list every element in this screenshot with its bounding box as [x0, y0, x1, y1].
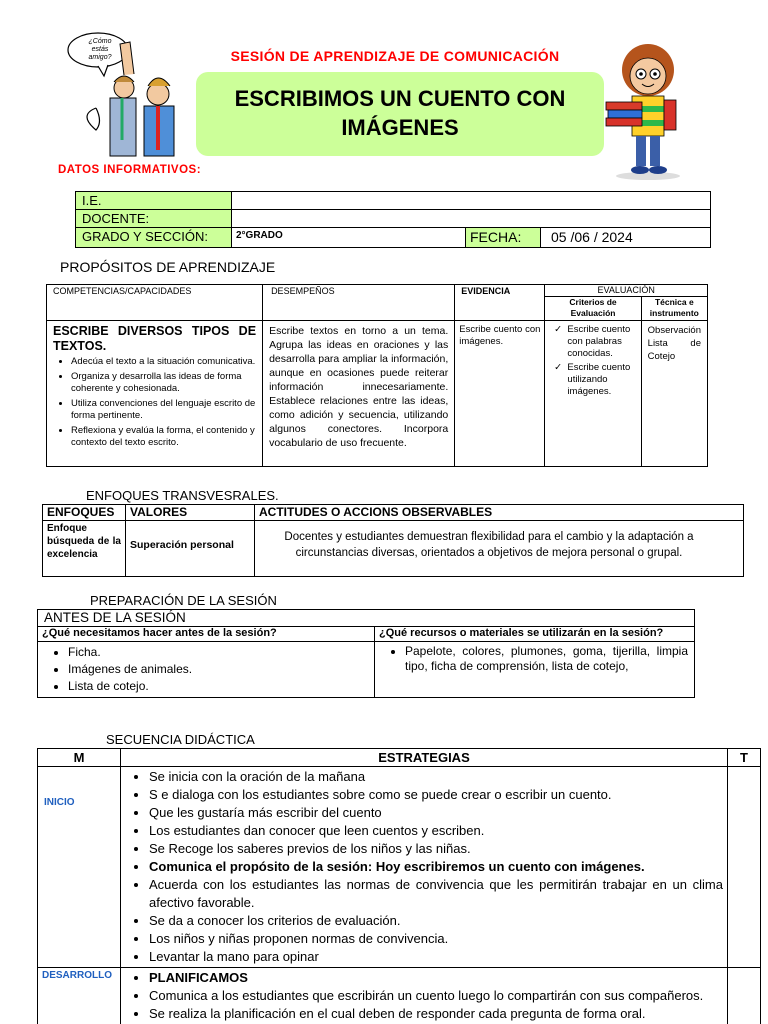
capacidad-item: • Organiza y desarrolla las ideas de forma coherente y cohesionada. [71, 371, 256, 395]
page-title: ESCRIBIMOS UN CUENTO CON IMÁGENES [234, 86, 566, 140]
col-evidencia: EVIDENCIA [455, 285, 545, 321]
datos-heading: DATOS INFORMATIVOS: [58, 164, 202, 176]
q2-cell [375, 642, 695, 698]
strategy-item: • Acuerda con los estudiantes las normas de convivencia que les permitirán trabajar en un clima afectivo favorable. [149, 876, 723, 912]
col-desempenos: DESEMPEÑOS [263, 285, 455, 321]
propositos-heading: PROPÓSITOS DE APRENDIZAJE [60, 259, 276, 275]
strategy-item: • Que les gustaría más escribir del cuento [149, 804, 723, 822]
preparacion-heading: PREPARACIÓN DE LA SESIÓN [90, 593, 277, 608]
valor-cell: Superación personal [126, 521, 255, 577]
title-box [196, 72, 604, 156]
inicio-list [127, 768, 723, 966]
col-m: M [38, 749, 121, 767]
col-estrategias: ESTRATEGIAS [121, 749, 728, 767]
strategy-item: • Los niños y niñas proponen normas de convivencia. [149, 930, 723, 948]
boy-with-books-illustration [604, 40, 692, 182]
capacidades-list [53, 356, 256, 449]
q2-item: • Papelote, colores, plumones, goma, tijerilla, limpia tipo, ficha de comprensión, lista de cotejo, [405, 644, 688, 674]
docente-value [232, 210, 711, 228]
col-valores: VALORES [126, 505, 255, 521]
fecha-value: 05 /06 / 2024 [541, 228, 711, 248]
desarrollo-cell [121, 968, 728, 1024]
antes-heading: ANTES DE LA SESIÓN [38, 610, 695, 627]
enfoques-heading: ENFOQUES TRANSVESRALES. [86, 488, 279, 503]
desarrollo-time [728, 968, 761, 1024]
q2-header: ¿Qué recursos o materiales se utilizarán en la sesión? [375, 627, 695, 642]
enfoque-cell: Enfoque búsqueda de la excelencia [43, 521, 126, 577]
competencia-title: ESCRIBE DIVERSOS TIPOS DE TEXTOS. [53, 324, 257, 353]
grado-label: GRADO Y SECCIÓN: [76, 228, 232, 248]
enfoques-table [42, 504, 744, 577]
strategy-item: • Se da a conocer los criterios de evaluación. [149, 912, 723, 930]
propositos-table [46, 284, 708, 467]
q1-item: • Ficha. [68, 644, 368, 661]
secuencia-table [37, 748, 761, 1024]
criterios-cell [545, 321, 641, 467]
q2-list [381, 644, 688, 674]
desarrollo-list [127, 969, 723, 1023]
evidencia-cell: Escribe cuento con imágenes. [455, 321, 545, 467]
secuencia-heading: SECUENCIA DIDÁCTICA [106, 732, 255, 747]
grado-value: 2°GRADO [232, 228, 466, 248]
inicio-label: INICIO [38, 767, 121, 968]
criterio-item: ✓ Escribe cuento utilizando imágenes. [567, 362, 638, 398]
capacidad-item: • Reflexiona y evalúa la forma, el contenido y contexto del texto escrito. [71, 425, 256, 449]
col-actitudes: ACTITUDES O ACCIONS OBSERVABLES [255, 505, 744, 521]
session-label: SESIÓN DE APRENDIZAJE DE COMUNICACIÓN [230, 48, 560, 64]
q1-item: • Imágenes de animales. [68, 661, 368, 678]
competencia-cell [47, 321, 263, 467]
strategy-item: • Se Recoge los saberes previos de los niños y las niñas. [149, 840, 723, 858]
preparacion-table [37, 609, 695, 698]
tecnica-cell: Observación Lista de Cotejo [641, 321, 707, 467]
desarrollo-label: DESARROLLO [38, 968, 121, 1024]
inicio-time [728, 767, 761, 968]
strategy-item: • Comunica el propósito de la sesión: Hoy escribiremos un cuento con imágenes. [149, 858, 723, 876]
strategy-item: • S e dialoga con los estudiantes sobre como se puede crear o escribir un cuento. [149, 786, 723, 804]
strategy-item: • Se realiza la planificación en el cual deben de responder cada pregunta de forma oral. [149, 1005, 723, 1023]
strategy-item: • Levantar la mano para opinar [149, 948, 723, 966]
q1-list [44, 644, 368, 695]
two-men-illustration [58, 30, 186, 158]
actitud-cell: Docentes y estudiantes demuestran flexibilidad para el cambio y la adaptación a circunstancias diversas, orientados a objetivos de mejora personal o grupal. [255, 521, 744, 577]
q1-item: • Lista de cotejo. [68, 678, 368, 695]
docente-label: DOCENTE: [76, 210, 232, 228]
ie-label: I.E. [76, 192, 232, 210]
inicio-cell [121, 767, 728, 968]
q1-header: ¿Qué necesitamos hacer antes de la sesión? [38, 627, 375, 642]
col-evaluacion: EVALUACIÓN [545, 285, 708, 297]
speech-bubble-text: ¿Cómo estás amigo? [88, 38, 112, 61]
capacidad-item: • Adecúa el texto a la situación comunicativa. [71, 356, 256, 368]
criterio-item: ✓ Escribe cuento con palabras conocidas. [567, 324, 638, 360]
col-tecnica: Técnica e instrumento [641, 297, 707, 321]
strategy-item: • PLANIFICAMOS [149, 969, 723, 987]
strategy-item: • Se inicia con la oración de la mañana [149, 768, 723, 786]
col-enfoques: ENFOQUES [43, 505, 126, 521]
col-t: T [728, 749, 761, 767]
q1-cell [38, 642, 375, 698]
strategy-item: • Comunica a los estudiantes que escribirán un cuento luego lo compartirán con sus compañeros. [149, 987, 723, 1005]
fecha-label: FECHA: [466, 228, 541, 248]
datos-table [75, 191, 711, 248]
ie-value [232, 192, 711, 210]
capacidad-item: • Utiliza convenciones del lenguaje escrito de forma pertinente. [71, 398, 256, 422]
desempeno-cell: Escribe textos en torno a un tema. Agrupa las ideas en oraciones y las desarrolla para ampliar la información, aunque en ocasiones puede reiterar información innecesariamente. Establece relaciones entre las ideas, como adición y secuencia, utilizando algunos conectores. Incorpora vocabulario de uso frecuente. [263, 321, 455, 467]
col-competencias: COMPETENCIAS/CAPACIDADES [47, 285, 263, 321]
col-criterios: Criterios de Evaluación [545, 297, 641, 321]
strategy-item: • Los estudiantes dan conocer que leen cuentos y escriben. [149, 822, 723, 840]
criterios-list [547, 324, 638, 398]
